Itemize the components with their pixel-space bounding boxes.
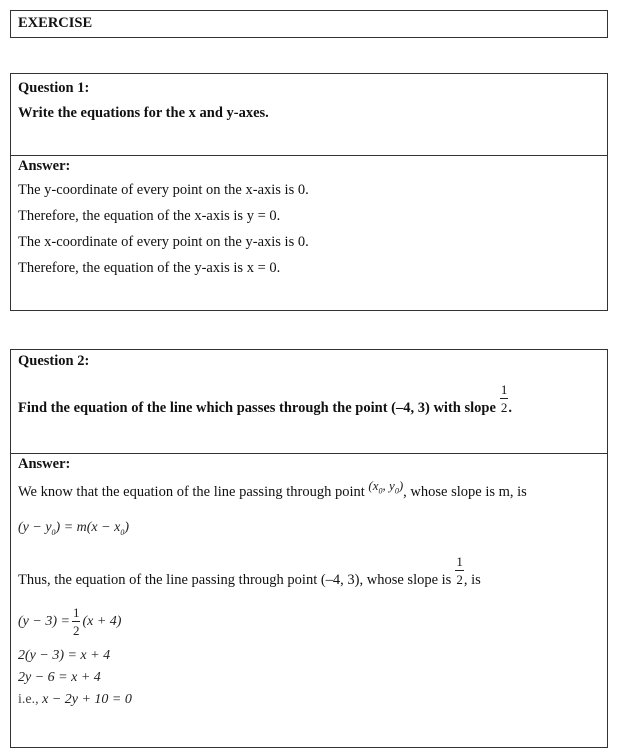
question-1-box — [10, 73, 608, 311]
answer-1-line-4: Therefore, the equation of the y-axis is x = 0. — [18, 260, 281, 276]
answer-2-line-3: Thus, the equation of the line passing through point (–4, 3), whose slope is $\frac{1}{2}$ , is — [18, 554, 481, 588]
point-x0-y0: ($x_0$, $y_0$) — [368, 478, 404, 496]
question-2-box — [10, 349, 608, 748]
answer-2-line-1: We know that the equation of the line passing through point ($x_0$, $y_0$), whose slope is m, is — [18, 478, 527, 500]
equation-2: 2(y − 3) = x + 4 — [18, 648, 111, 663]
exercise-title: EXERCISE — [18, 15, 93, 31]
answer-1-line-2: Therefore, the equation of the x-axis is y = 0. — [18, 208, 281, 224]
equation-3: 2y − 6 = x + 4 — [18, 670, 101, 685]
equation-4: i.e., x − 2y + 10 = 0 — [18, 692, 132, 707]
question-2-label: Question 2: — [18, 353, 90, 369]
question-2-divider — [11, 453, 607, 454]
question-1-label: Question 1: — [18, 80, 90, 96]
question-2-text: Find the equation of the line which passes through the point (–4, 3) with slope $\frac{1}{2}$ . — [18, 382, 513, 416]
equation-1: (y − 3) = $\frac{1}{2}$ (x + 4) — [18, 605, 122, 638]
answer-1-line-1: The y-coordinate of every point on the x-axis is 0. — [18, 182, 309, 198]
question-1-divider — [11, 155, 607, 156]
slope-fraction-2: $\frac{1}{2}$ — [456, 554, 463, 587]
answer-1-line-3: The x-coordinate of every point on the y-axis is 0. — [18, 234, 309, 250]
answer-2-label: Answer: — [18, 456, 71, 472]
question-2-text-main: Find the equation of the line which passes through the point (–4, 3) with slope — [18, 400, 496, 416]
answer-1-label: Answer: — [18, 158, 71, 174]
slope-fraction: $\frac{1}{2}$ — [500, 382, 508, 415]
exercise-header — [10, 10, 608, 38]
question-1-text: Write the equations for the x and y-axes. — [18, 105, 269, 121]
point-slope-formula: $(y - y_0) = m(x - x_0)$ — [18, 520, 129, 537]
